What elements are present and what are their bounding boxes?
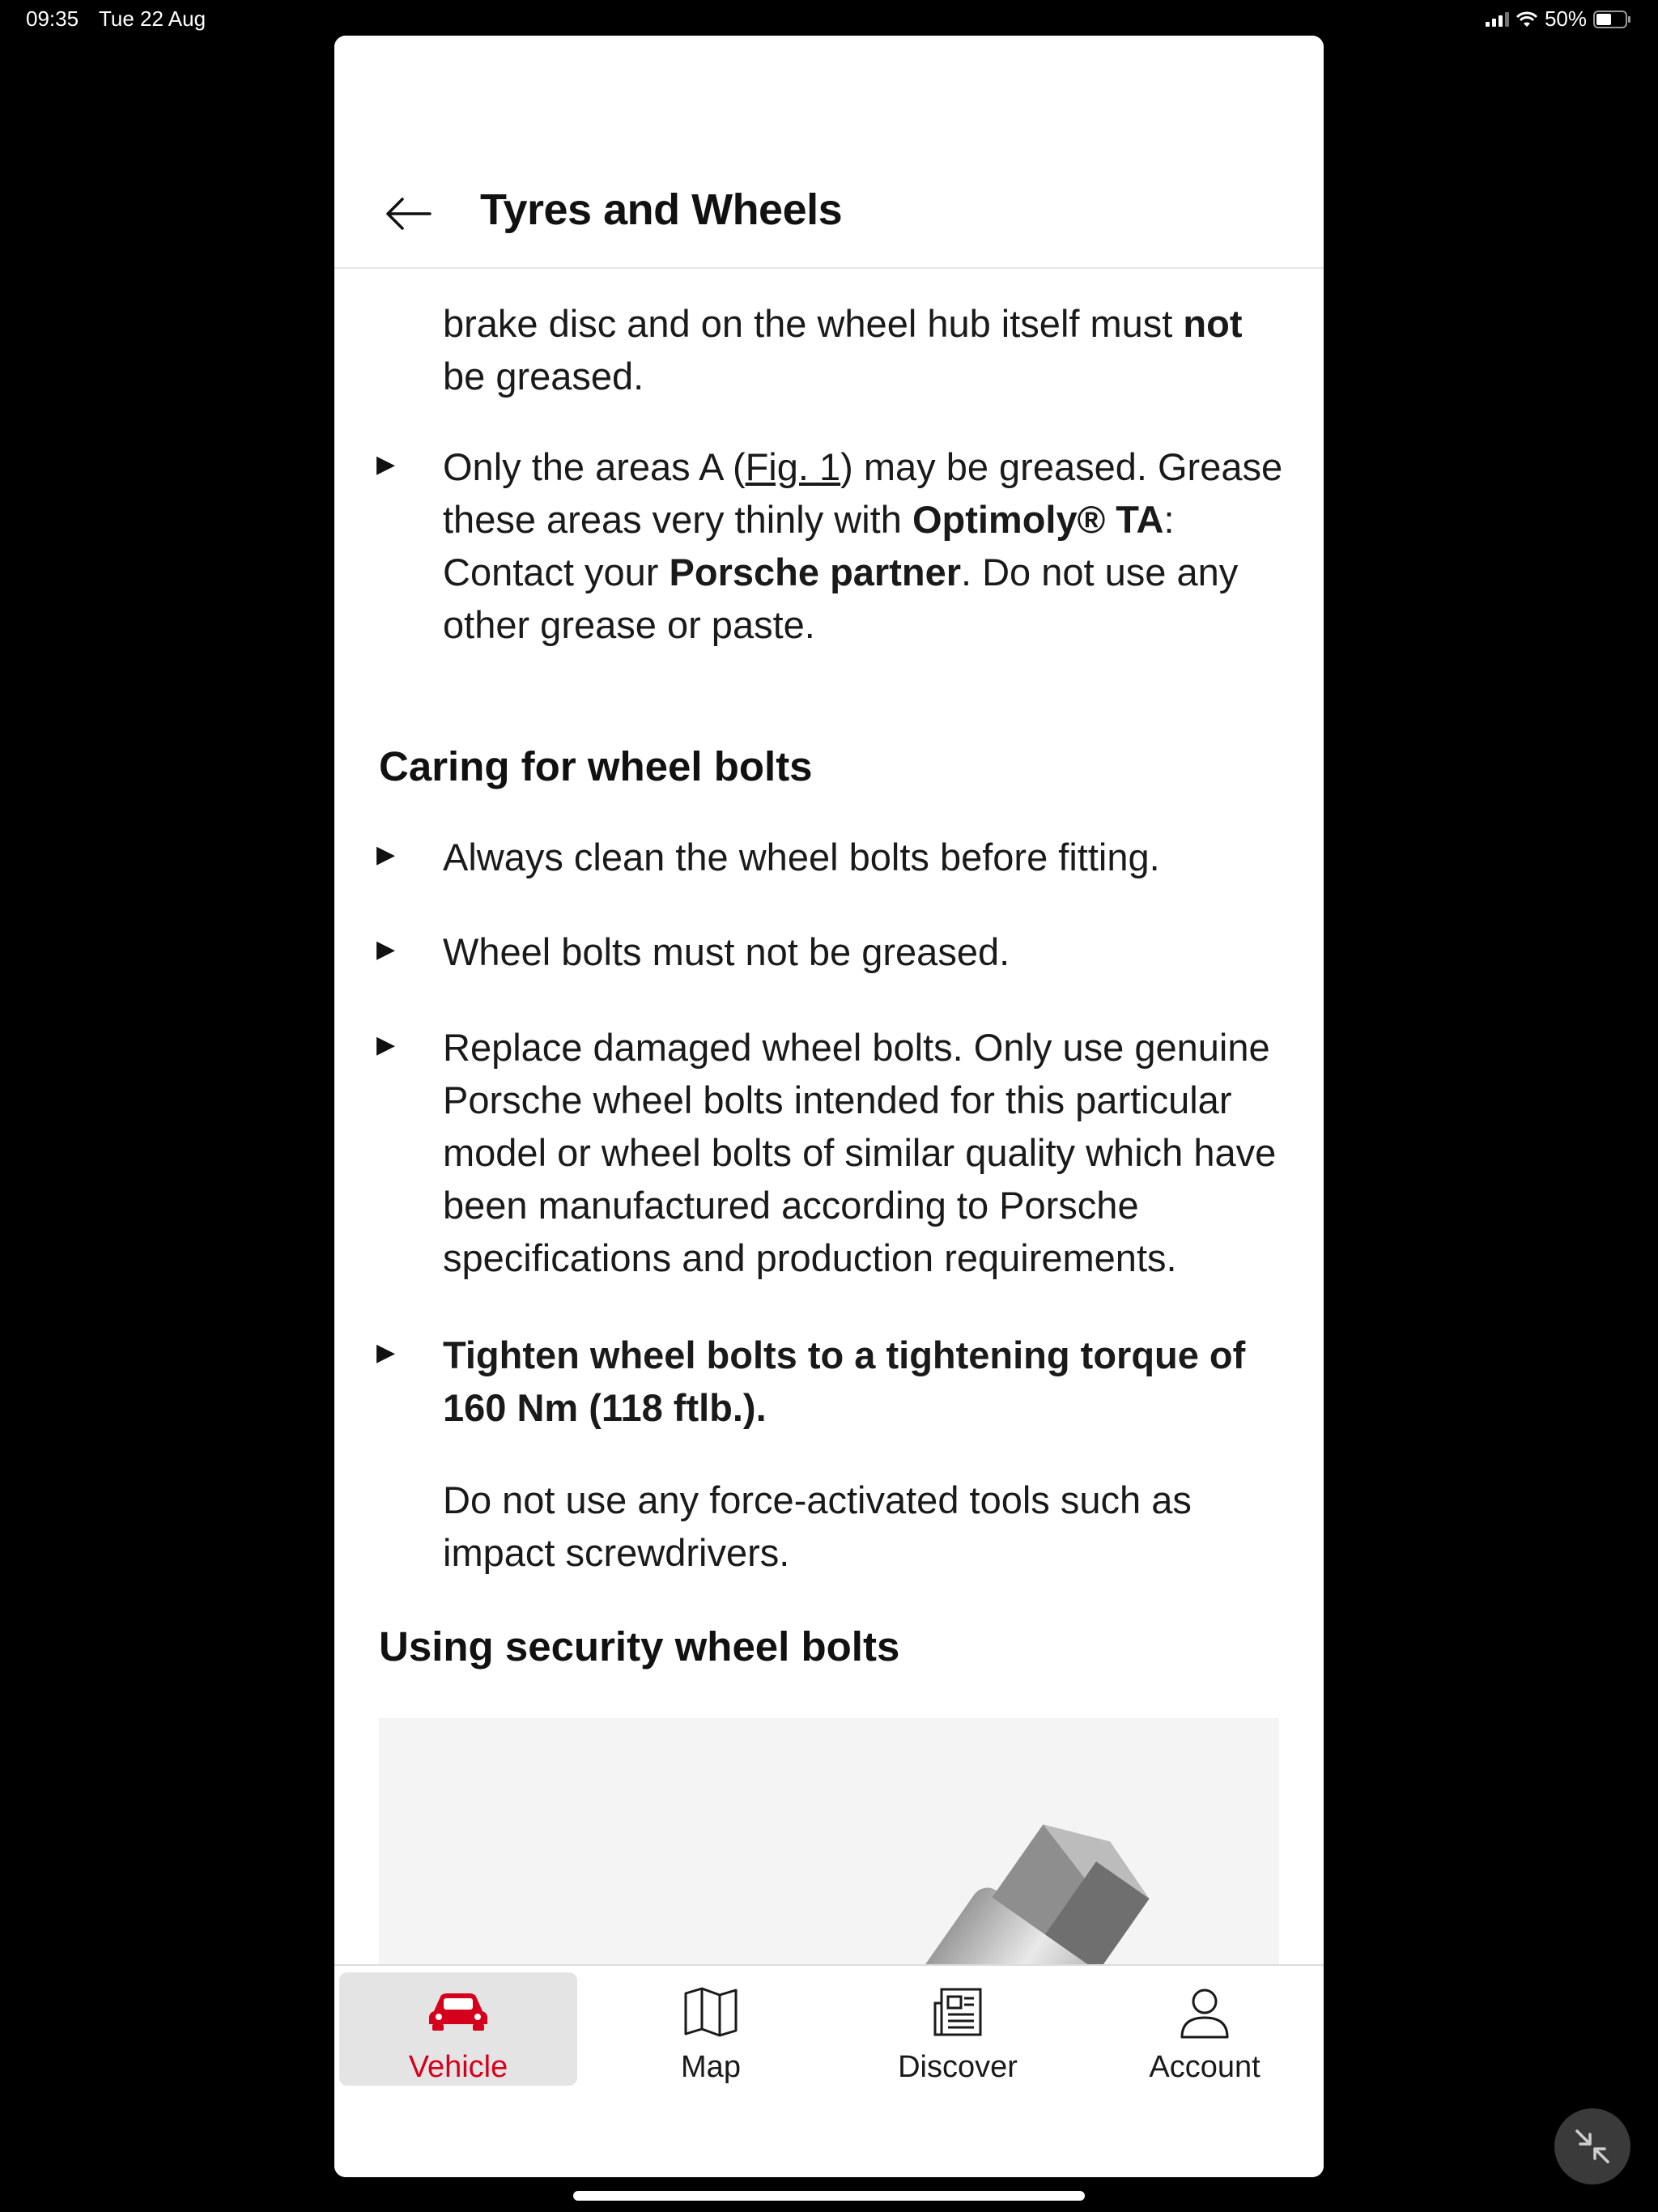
arrow-left-icon — [385, 198, 432, 230]
note-tools: Do not use any force-activated tools such as impact screwdrivers. — [443, 1478, 1192, 1574]
nav-label: Vehicle — [408, 2050, 508, 2084]
nav-label: Map — [681, 2050, 741, 2084]
grease-product: Optimoly® TA — [912, 498, 1164, 541]
bullet-grease — [443, 440, 1285, 651]
fig-1-link[interactable]: Fig. 1 — [745, 445, 841, 488]
bottom-nav — [334, 1964, 1324, 2177]
page-title: Tyres and Wheels — [480, 185, 843, 234]
grease-text-2: ) may be greased. Grease these areas very thinly with — [443, 445, 1283, 541]
status-bar — [0, 0, 1658, 39]
nav-label: Account — [1149, 2050, 1261, 2084]
home-indicator[interactable] — [573, 2191, 1085, 2201]
grease-text-1: Only the areas A ( — [443, 445, 746, 488]
modal-card — [334, 36, 1324, 2177]
para-top-line2: be greased. — [443, 355, 644, 398]
para-top-bold: not — [1183, 302, 1243, 345]
battery-icon — [1593, 11, 1632, 28]
signal-icon — [1486, 12, 1509, 27]
status-date: Tue 22 Aug — [99, 6, 206, 31]
nav-discover[interactable] — [839, 1972, 1077, 2086]
status-right — [1486, 6, 1632, 32]
security-bolt-image — [379, 1718, 1279, 2001]
bullet-marker: ▶ — [376, 1339, 396, 1366]
collapse-arrows-icon — [1572, 2126, 1613, 2167]
grease-partner: Porsche partner — [669, 551, 961, 593]
nav-map[interactable] — [592, 1972, 830, 2086]
section-title-security: Using security wheel bolts — [379, 1623, 900, 1670]
para-top-text: brake disc and on the wheel hub itself must — [443, 302, 1184, 345]
car-icon — [426, 1987, 491, 2032]
grease-text-3: : Contact your — [443, 498, 1175, 593]
newspaper-icon — [932, 1987, 984, 2037]
bullet-marker: ▶ — [376, 451, 396, 478]
nav-account[interactable] — [1086, 1972, 1324, 2086]
bullet-marker: ▶ — [376, 1032, 396, 1058]
status-time: 09:35 — [26, 6, 79, 31]
collapse-button[interactable] — [1554, 2108, 1630, 2184]
para-top — [443, 297, 1285, 402]
person-icon — [1179, 1987, 1231, 2039]
wheel-bolt-illustration — [379, 1718, 1279, 2001]
battery-percent: 50% — [1544, 6, 1587, 31]
section-title-caring: Caring for wheel bolts — [379, 743, 813, 789]
bullet-marker: ▶ — [376, 936, 396, 963]
bullet-not-greased: Wheel bolts must not be greased. — [443, 930, 1010, 973]
bullet-tighten: Tighten wheel bolts to a tightening torque of 160 Nm (118 ftlb.). — [443, 1334, 1246, 1429]
map-icon — [682, 1987, 739, 2037]
nav-label: Discover — [898, 2050, 1018, 2084]
bullet-clean: Always clean the wheel bolts before fitting. — [443, 836, 1160, 878]
nav-vehicle[interactable] — [339, 1972, 577, 2086]
wifi-icon — [1516, 11, 1538, 28]
back-button[interactable] — [380, 189, 436, 238]
header — [334, 36, 1324, 269]
bullet-replace: Replace damaged wheel bolts. Only use genuine Porsche wheel bolts intended for this particular model or wheel bolts of similar quality which have been manufactured according to Porsche specifications and production requirements. — [443, 1026, 1277, 1279]
content-scroll[interactable] — [334, 269, 1324, 2001]
grease-text-4: . Do not use any other grease or paste. — [443, 551, 1239, 646]
bullet-marker: ▶ — [376, 841, 396, 868]
